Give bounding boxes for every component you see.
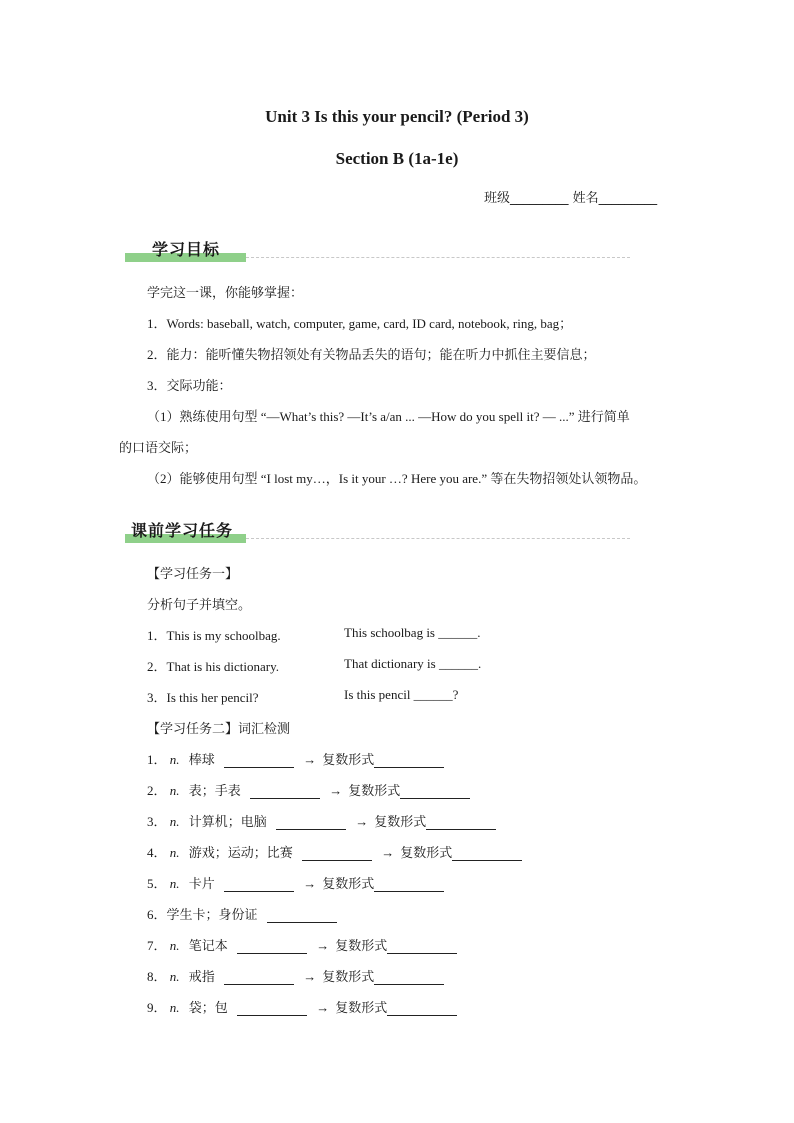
vocab-number: 9． bbox=[147, 1000, 167, 1015]
plural-label: 复数形式 bbox=[400, 845, 453, 860]
plural-blank[interactable] bbox=[374, 754, 444, 768]
page-subtitle: Section B (1a-1e) bbox=[335, 149, 459, 168]
answer-blank[interactable] bbox=[267, 909, 337, 923]
plural-blank[interactable] bbox=[374, 878, 444, 892]
plural-label: 复数形式 bbox=[322, 752, 375, 767]
goals-intro: 学完这一课，你能够掌握： bbox=[147, 286, 304, 301]
vocab-meaning: 计算机；电脑 bbox=[188, 814, 267, 829]
section-title: 课前学习任务 bbox=[131, 521, 234, 540]
name-field[interactable]: _________ bbox=[598, 191, 658, 206]
vocab-pos: n. bbox=[169, 845, 180, 860]
vocab-number: 7． bbox=[147, 938, 167, 953]
class-label: 班级 bbox=[484, 191, 511, 206]
vocab-item bbox=[147, 935, 457, 954]
vocab-number: 2． bbox=[147, 783, 167, 798]
vocab-meaning: 袋；包 bbox=[188, 1000, 228, 1015]
answer-blank[interactable] bbox=[224, 971, 294, 985]
goal-subitem: （1）熟练使用句型 “—What’s this? —It’s a/an ... —How do you spell it? — ...” 进行简单 bbox=[147, 409, 630, 424]
page-title: Unit 3 Is this your pencil? (Period 3) bbox=[265, 107, 529, 126]
sentence-original: 2．That is his dictionary. bbox=[147, 659, 280, 674]
vocab-meaning: 戒指 bbox=[188, 969, 215, 984]
plural-blank[interactable] bbox=[387, 940, 457, 954]
vocab-number: 8． bbox=[147, 969, 167, 984]
vocab-number: 4． bbox=[147, 845, 167, 860]
section-heading-tasks bbox=[125, 515, 630, 543]
vocab-item bbox=[147, 997, 457, 1016]
heading-divider bbox=[246, 257, 630, 258]
answer-blank[interactable] bbox=[276, 816, 346, 830]
task1-instruction: 分析句子并填空。 bbox=[147, 598, 252, 613]
answer-blank[interactable] bbox=[224, 878, 294, 892]
vocab-pos: n. bbox=[169, 752, 180, 767]
task1-title: 【学习任务一】 bbox=[147, 567, 239, 582]
plural-blank[interactable] bbox=[400, 785, 470, 799]
vocab-meaning: 卡片 bbox=[188, 876, 215, 891]
arrow-icon: → bbox=[381, 845, 395, 860]
sentence-blank[interactable]: This schoolbag is ______. bbox=[344, 625, 481, 640]
plural-label: 复数形式 bbox=[348, 783, 401, 798]
plural-blank[interactable] bbox=[426, 816, 496, 830]
vocab-meaning: 游戏；运动；比赛 bbox=[188, 845, 293, 860]
vocab-item bbox=[147, 842, 522, 861]
heading-divider bbox=[246, 538, 630, 539]
arrow-icon: → bbox=[316, 1000, 330, 1015]
goal-item: 2．能力：能听懂失物招领处有关物品丢失的语句；能在听力中抓住主要信息； bbox=[147, 347, 596, 362]
plural-blank[interactable] bbox=[374, 971, 444, 985]
arrow-icon: → bbox=[329, 783, 343, 798]
vocab-item bbox=[147, 904, 337, 923]
name-label: 姓名 bbox=[572, 191, 599, 206]
vocab-number: 1． bbox=[147, 752, 167, 767]
vocab-pos: n. bbox=[169, 1000, 180, 1015]
vocab-number: 5． bbox=[147, 876, 167, 891]
section-title: 学习目标 bbox=[152, 240, 221, 259]
answer-blank[interactable] bbox=[237, 1002, 307, 1016]
plural-label: 复数形式 bbox=[322, 876, 375, 891]
plural-label: 复数形式 bbox=[335, 1000, 388, 1015]
vocab-item bbox=[147, 873, 444, 892]
vocab-meaning: 学生卡；身份证 bbox=[166, 907, 258, 922]
vocab-item bbox=[147, 966, 444, 985]
arrow-icon: → bbox=[303, 752, 317, 767]
vocab-pos: n. bbox=[169, 969, 180, 984]
arrow-icon: → bbox=[316, 938, 330, 953]
vocab-meaning: 表；手表 bbox=[188, 783, 241, 798]
vocab-number: 6． bbox=[147, 907, 167, 922]
vocab-pos: n. bbox=[169, 938, 180, 953]
answer-blank[interactable] bbox=[224, 754, 294, 768]
plural-label: 复数形式 bbox=[335, 938, 388, 953]
arrow-icon: → bbox=[303, 876, 317, 891]
goal-subitem-continued: 的口语交际； bbox=[119, 440, 198, 455]
sentence-original: 3．Is this her pencil? bbox=[147, 690, 259, 705]
class-field[interactable]: _________ bbox=[510, 191, 569, 206]
vocab-item bbox=[147, 811, 496, 830]
sentence-blank[interactable]: Is this pencil ______? bbox=[344, 687, 459, 702]
plural-label: 复数形式 bbox=[322, 969, 375, 984]
vocab-pos: n. bbox=[169, 876, 180, 891]
section-heading-goals bbox=[125, 234, 630, 262]
goal-item: 3．交际功能： bbox=[147, 378, 232, 393]
plural-blank[interactable] bbox=[452, 847, 522, 861]
sentence-blank[interactable]: That dictionary is ______. bbox=[344, 656, 482, 671]
goal-subitem: （2）能够使用句型 “I lost my…，Is it your …? Here you are.” 等在失物招领处认领物品。 bbox=[147, 471, 647, 486]
goal-item: 1．Words: baseball, watch, computer, game, card, ID card, notebook, ring, bag； bbox=[147, 316, 573, 331]
plural-label: 复数形式 bbox=[374, 814, 427, 829]
vocab-item bbox=[147, 780, 470, 799]
arrow-icon: → bbox=[303, 969, 317, 984]
vocab-meaning: 棒球 bbox=[188, 752, 215, 767]
sentence-original: 1．This is my schoolbag. bbox=[147, 628, 281, 643]
answer-blank[interactable] bbox=[237, 940, 307, 954]
vocab-pos: n. bbox=[169, 783, 180, 798]
vocab-pos: n. bbox=[169, 814, 180, 829]
vocab-item bbox=[147, 749, 444, 768]
answer-blank[interactable] bbox=[250, 785, 320, 799]
arrow-icon: → bbox=[355, 814, 369, 829]
student-info bbox=[484, 187, 657, 206]
plural-blank[interactable] bbox=[387, 1002, 457, 1016]
vocab-meaning: 笔记本 bbox=[188, 938, 228, 953]
answer-blank[interactable] bbox=[302, 847, 372, 861]
task2-title: 【学习任务二】词汇检测 bbox=[147, 722, 291, 737]
vocab-number: 3． bbox=[147, 814, 167, 829]
